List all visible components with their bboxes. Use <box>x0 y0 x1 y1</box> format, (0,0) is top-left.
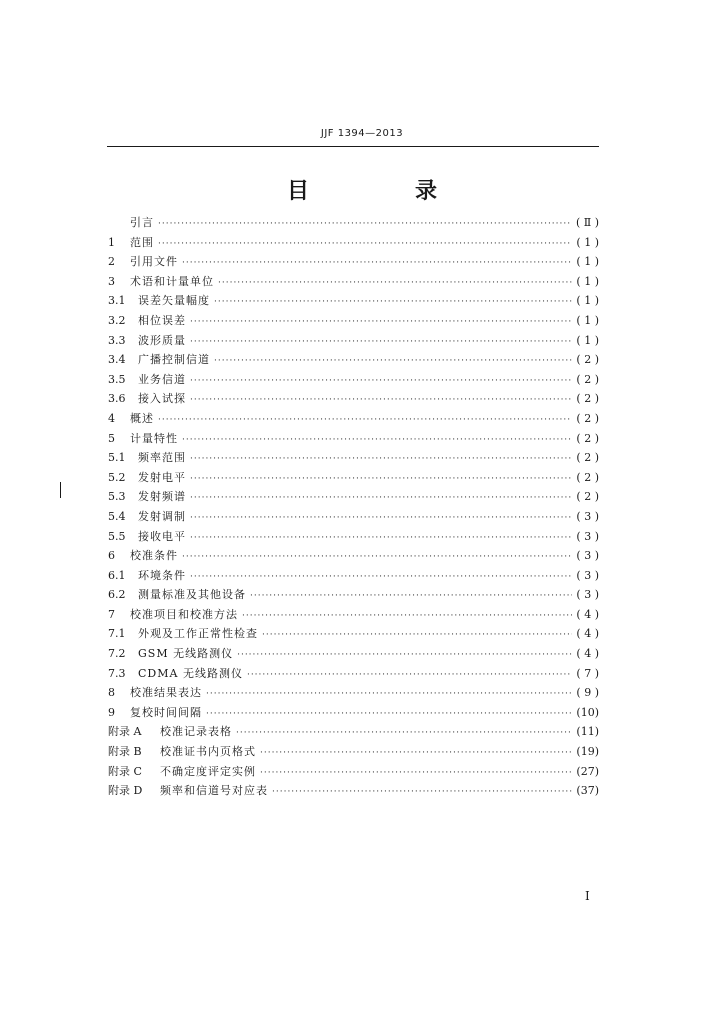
toc-entry-page: ( 1 ) <box>576 294 599 308</box>
toc-entry <box>108 430 599 450</box>
toc-entry <box>108 214 599 234</box>
toc-entry-title: 发射频谱 <box>138 490 186 504</box>
toc-entry <box>108 586 599 606</box>
toc-entry-page: ( 1 ) <box>576 235 599 249</box>
toc-leader-dots <box>206 689 572 699</box>
toc-entry-title: 概述 <box>130 411 154 425</box>
toc-entry-number: 7 <box>108 607 115 621</box>
toc-entry <box>108 488 599 508</box>
toc-leader-dots <box>260 748 572 758</box>
toc-entry-number: 8 <box>108 686 115 700</box>
toc-entry-title: 校准证书内页格式 <box>160 745 256 759</box>
toc-entry-page: ( 2 ) <box>576 411 599 425</box>
toc-leader-dots <box>190 513 572 523</box>
toc-entry-number: 6.2 <box>108 588 126 602</box>
toc-entry-title: 业务信道 <box>138 372 186 386</box>
toc-entry-number: 3.5 <box>108 372 126 386</box>
toc-entry-number: 5 <box>108 431 115 445</box>
toc-leader-dots <box>242 611 572 621</box>
toc-entry-number: 附录 C <box>108 764 142 778</box>
toc-entry-number: 5.2 <box>108 470 126 484</box>
toc-entry-title: 复校时间间隔 <box>130 705 202 719</box>
toc-entry <box>108 606 599 626</box>
toc-entry <box>108 351 599 371</box>
toc-entry-page: ( 1 ) <box>576 274 599 288</box>
toc-entry-number: 7.3 <box>108 666 126 680</box>
toc-entry-page: ( 3 ) <box>576 568 599 582</box>
toc-entry-title: 发射电平 <box>138 470 186 484</box>
toc-entry-page: (10) <box>576 705 599 719</box>
toc-leader-dots <box>190 317 572 327</box>
toc-entry <box>108 645 599 665</box>
toc-entry-number: 6.1 <box>108 568 126 582</box>
toc-leader-dots <box>262 630 572 640</box>
table-of-contents <box>108 214 599 802</box>
toc-entry-title: 术语和计量单位 <box>130 274 214 288</box>
toc-entry-title: 广播控制信道 <box>138 353 210 367</box>
toc-entry-page: (27) <box>576 764 599 778</box>
toc-entry-title: 不确定度评定实例 <box>160 764 256 778</box>
toc-leader-dots <box>190 474 572 484</box>
toc-leader-dots <box>182 552 572 562</box>
toc-entry-number: 9 <box>108 705 115 719</box>
toc-entry-number: 3 <box>108 274 115 288</box>
toc-leader-dots <box>237 650 572 660</box>
toc-entry-title: 发射调制 <box>138 509 186 523</box>
toc-entry-title: 环境条件 <box>138 568 186 582</box>
toc-entry-page: ( 3 ) <box>576 509 599 523</box>
toc-entry-page: ( 3 ) <box>576 529 599 543</box>
toc-entry <box>108 508 599 528</box>
toc-entry-number: 5.5 <box>108 529 126 543</box>
toc-entry <box>108 684 599 704</box>
toc-entry-page: ( 2 ) <box>576 372 599 386</box>
toc-entry-number: 7.2 <box>108 647 126 661</box>
toc-entry-page: (19) <box>576 745 599 759</box>
toc-entry-title: 频率范围 <box>138 451 186 465</box>
toc-leader-dots <box>190 533 572 543</box>
toc-entry-title: 相位误差 <box>138 313 186 327</box>
toc-entry-number: 6 <box>108 549 115 563</box>
toc-leader-dots <box>182 435 572 445</box>
toc-entry-page: ( 3 ) <box>576 549 599 563</box>
toc-leader-dots <box>247 670 572 680</box>
toc-leader-dots <box>190 454 572 464</box>
toc-entry-page: ( 2 ) <box>576 490 599 504</box>
toc-entry-number: 附录 B <box>108 745 142 759</box>
toc-leader-dots <box>272 787 572 797</box>
toc-entry-page: ( 2 ) <box>576 451 599 465</box>
toc-entry-title: GSM 无线路测仪 <box>138 647 234 661</box>
toc-entry <box>108 723 599 743</box>
toc-entry-number: 3.3 <box>108 333 126 347</box>
toc-entry-number: 3.6 <box>108 392 126 406</box>
toc-entry <box>108 665 599 685</box>
toc-entry-page: ( 1 ) <box>576 255 599 269</box>
toc-leader-dots <box>190 395 572 405</box>
toc-entry-number: 5.1 <box>108 451 126 465</box>
toc-entry <box>108 253 599 273</box>
toc-entry-number: 5.3 <box>108 490 126 504</box>
toc-entry <box>108 312 599 332</box>
toc-entry-number: 4 <box>108 411 115 425</box>
toc-leader-dots <box>190 572 572 582</box>
toc-entry-page: ( 2 ) <box>576 431 599 445</box>
toc-leader-dots <box>182 258 572 268</box>
toc-leader-dots <box>206 709 572 719</box>
toc-entry <box>108 234 599 254</box>
toc-entry-title: 接收电平 <box>138 529 186 543</box>
toc-entry-title: 测量标准及其他设备 <box>138 588 246 602</box>
toc-entry-number: 3.2 <box>108 313 126 327</box>
toc-entry-title: 校准记录表格 <box>160 725 232 739</box>
toc-entry-page: ( 9 ) <box>576 686 599 700</box>
margin-mark <box>60 482 61 498</box>
standard-code: JJF 1394—2013 <box>320 128 404 139</box>
toc-entry <box>108 273 599 293</box>
toc-entry-title: 校准条件 <box>130 549 178 563</box>
toc-leader-dots <box>158 219 572 229</box>
toc-entry <box>108 410 599 430</box>
toc-entry-number: 附录 A <box>108 725 142 739</box>
toc-entry <box>108 371 599 391</box>
toc-entry-number: 7.1 <box>108 627 126 641</box>
toc-entry-title: 校准项目和校准方法 <box>130 607 238 621</box>
header-rule <box>107 146 599 147</box>
toc-entry-title: CDMA 无线路测仪 <box>138 666 243 680</box>
toc-entry-page: ( 7 ) <box>576 666 599 680</box>
toc-entry-title: 外观及工作正常性检查 <box>138 627 258 641</box>
toc-entry-number: 2 <box>108 255 115 269</box>
page-number: I <box>585 889 590 903</box>
toc-leader-dots <box>236 728 572 738</box>
toc-entry-title: 接入试探 <box>138 392 186 406</box>
toc-entry-title: 计量特性 <box>130 431 178 445</box>
toc-leader-dots <box>250 591 572 601</box>
toc-leader-dots <box>214 356 572 366</box>
toc-entry <box>108 743 599 763</box>
toc-entry-page: (11) <box>576 725 599 739</box>
toc-entry <box>108 567 599 587</box>
toc-entry-page: ( 3 ) <box>576 588 599 602</box>
toc-entry <box>108 390 599 410</box>
toc-entry <box>108 625 599 645</box>
toc-leader-dots <box>260 768 572 778</box>
toc-entry-page: (37) <box>576 784 599 798</box>
toc-leader-dots <box>158 239 572 249</box>
toc-entry <box>108 469 599 489</box>
toc-entry-page: ( 4 ) <box>576 647 599 661</box>
toc-entry-title: 误差矢量幅度 <box>138 294 210 308</box>
toc-entry-number: 附录 D <box>108 784 143 798</box>
toc-entry <box>108 782 599 802</box>
toc-entry-title: 校准结果表达 <box>130 686 202 700</box>
toc-entry-page: ( 4 ) <box>576 607 599 621</box>
toc-leader-dots <box>190 493 572 503</box>
toc-entry-page: ( 4 ) <box>576 627 599 641</box>
toc-entry-page: ( 2 ) <box>576 470 599 484</box>
toc-entry-number: 3.4 <box>108 353 126 367</box>
toc-entry <box>108 528 599 548</box>
toc-entry <box>108 449 599 469</box>
toc-entry <box>108 332 599 352</box>
toc-leader-dots <box>190 376 572 386</box>
toc-entry <box>108 547 599 567</box>
toc-entry-page: ( 1 ) <box>576 313 599 327</box>
toc-entry-number: 1 <box>108 235 115 249</box>
toc-entry-title: 引用文件 <box>130 255 178 269</box>
toc-entry-page: ( 1 ) <box>576 333 599 347</box>
toc-leader-dots <box>190 337 572 347</box>
toc-leader-dots <box>158 415 572 425</box>
page-title: 目 录 <box>286 179 479 204</box>
toc-entry-number: 5.4 <box>108 509 126 523</box>
toc-entry <box>108 292 599 312</box>
toc-entry-page: ( Ⅱ ) <box>575 216 599 229</box>
toc-entry-page: ( 2 ) <box>576 392 599 406</box>
toc-entry <box>108 704 599 724</box>
toc-entry-title: 范围 <box>130 235 154 249</box>
toc-leader-dots <box>214 297 572 307</box>
toc-entry-title: 波形质量 <box>138 333 186 347</box>
toc-entry-title: 引言 <box>130 216 154 229</box>
toc-entry-number: 3.1 <box>108 294 126 308</box>
toc-entry <box>108 763 599 783</box>
toc-entry-title: 频率和信道号对应表 <box>160 784 268 798</box>
toc-leader-dots <box>218 278 572 288</box>
toc-entry-page: ( 2 ) <box>576 353 599 367</box>
